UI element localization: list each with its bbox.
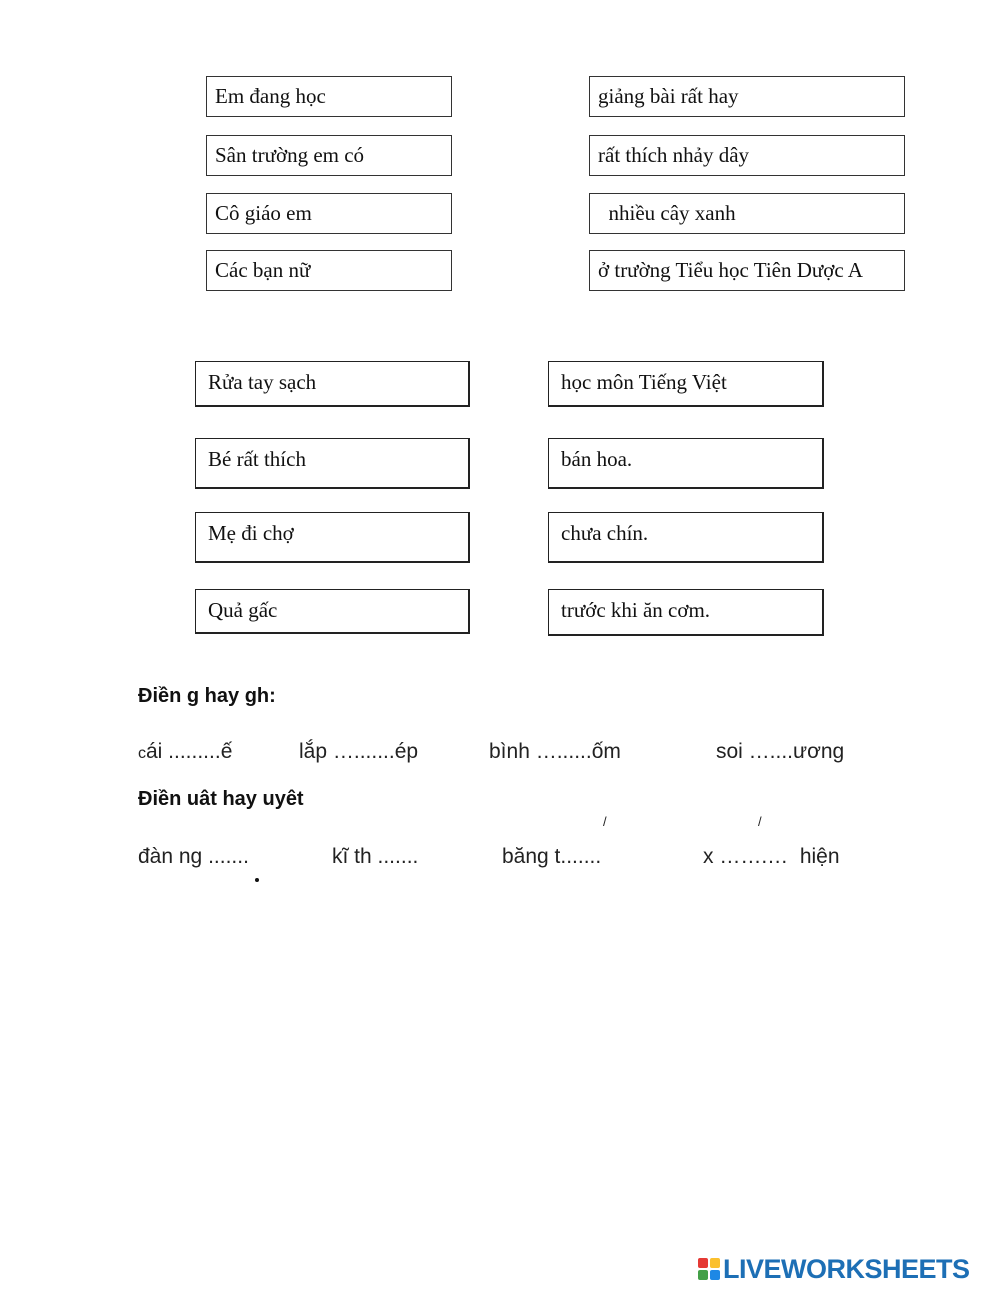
match1-right-3: nhiều cây xanh xyxy=(589,193,905,234)
match1-right-2: rất thích nhảy dây xyxy=(589,135,905,176)
tone-mark-1: / xyxy=(603,814,607,829)
match2-left-2: Bé rất thích xyxy=(195,438,470,489)
g-gh-item-3: bình …......ốm xyxy=(489,740,621,763)
match1-left-2: Sân trường em có xyxy=(206,135,452,176)
match1-left-3: Cô giáo em xyxy=(206,193,452,234)
g-gh-item-1 xyxy=(138,740,232,764)
match2-right-1: học môn Tiếng Việt xyxy=(548,361,824,407)
liveworksheets-logo xyxy=(698,1254,970,1284)
uat-uyet-heading: Điền uât hay uyêt xyxy=(138,788,304,810)
g-gh-item-1-rest: ái .........ế xyxy=(146,740,233,763)
g-gh-item-1-prefix: c xyxy=(138,745,146,762)
match1-right-1: giảng bài rất hay xyxy=(589,76,905,117)
tone-mark-2: / xyxy=(758,814,762,829)
logo-blocks-icon xyxy=(698,1258,720,1280)
g-gh-heading: Điền g hay gh: xyxy=(138,685,276,707)
match2-left-4: Quả gấc xyxy=(195,589,470,634)
uat-uyet-item-1: đàn ng ....... xyxy=(138,845,249,868)
g-gh-item-4: soi …....ương xyxy=(716,740,845,763)
match2-left-1: Rửa tay sạch xyxy=(195,361,470,407)
match2-right-2: bán hoa. xyxy=(548,438,824,489)
match2-right-4: trước khi ăn cơm. xyxy=(548,589,824,636)
match1-left-1: Em đang học xyxy=(206,76,452,117)
logo-block-red xyxy=(698,1258,708,1268)
uat-uyet-item-2: kĩ th ....... xyxy=(332,845,419,868)
uat-uyet-item-4: x …….… hiện xyxy=(703,845,840,868)
g-gh-item-2: lắp ….......ép xyxy=(299,740,419,763)
uat-uyet-item-3: băng t....... xyxy=(502,845,602,868)
match2-left-3: Mẹ đi chợ xyxy=(195,512,470,563)
logo-block-green xyxy=(698,1270,708,1280)
match1-right-4: ở trường Tiểu học Tiên Dược A xyxy=(589,250,905,291)
dot-mark xyxy=(255,878,259,882)
logo-block-yellow xyxy=(710,1258,720,1268)
logo-block-blue xyxy=(710,1270,720,1280)
match2-right-3: chưa chín. xyxy=(548,512,824,563)
match1-left-4: Các bạn nữ xyxy=(206,250,452,291)
logo-text: LIVEWORKSHEETS xyxy=(723,1253,970,1284)
